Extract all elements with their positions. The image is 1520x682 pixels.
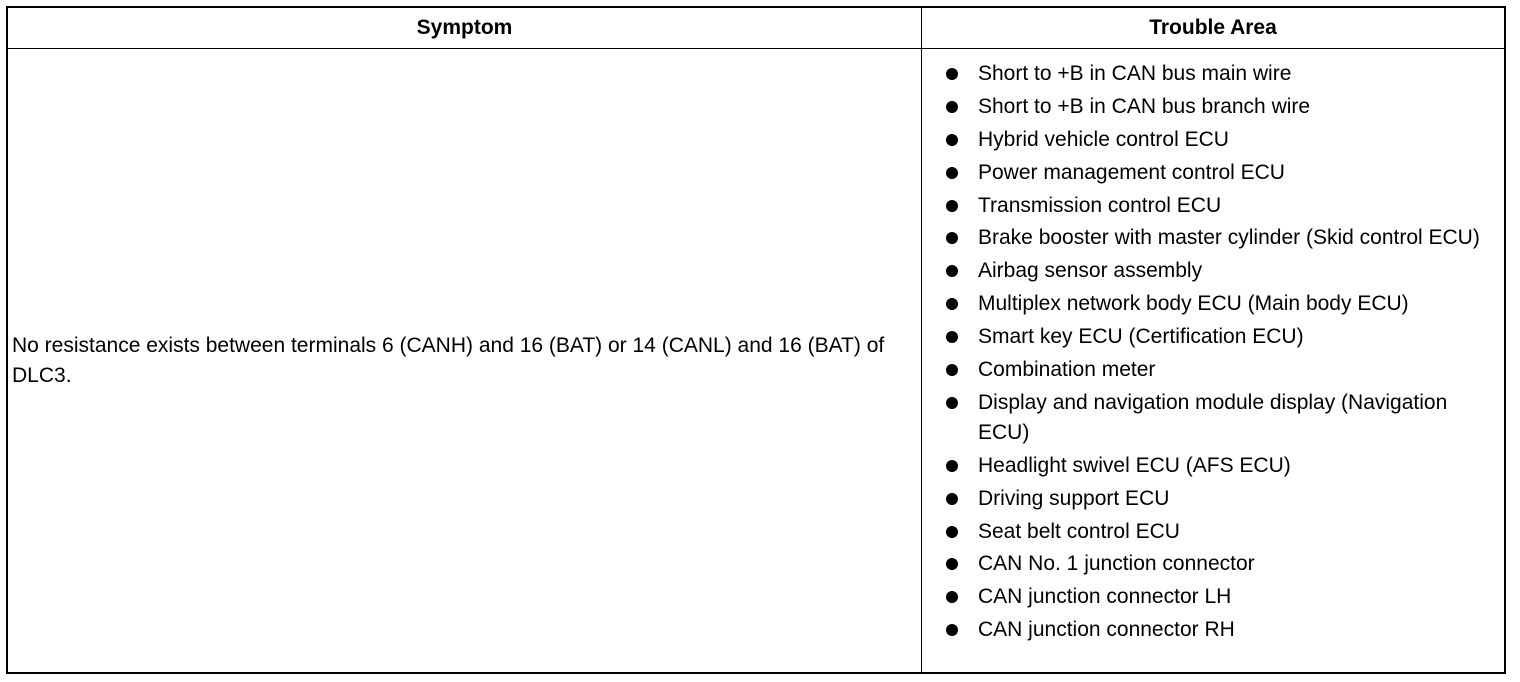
bullet-icon [946,460,958,472]
trouble-area-item-text: Combination meter [978,358,1156,382]
trouble-area-item-text: CAN junction connector RH [978,618,1235,642]
trouble-area-item-text: Transmission control ECU [978,193,1222,217]
bullet-icon [946,624,958,636]
trouble-area-item-text: Display and navigation module display (Navigation ECU) [978,390,1448,444]
header-row [8,8,1504,49]
list-item [946,582,1494,612]
list-item [946,355,1494,385]
trouble-area-item-text: Short to +B in CAN bus main wire [978,62,1292,85]
bullet-icon [946,200,958,212]
bullet-icon [946,167,958,179]
trouble-area-item-text: Smart key ECU (Certification ECU) [978,325,1304,349]
trouble-area-item-text: Short to +B in CAN bus branch wire [978,94,1311,118]
trouble-area-header: Trouble Area [922,8,1505,49]
trouble-area-cell [922,49,1505,673]
bullet-icon [946,232,958,244]
list-item [946,59,1494,89]
list-item [946,388,1494,448]
list-item [946,549,1494,579]
bullet-icon [946,493,958,505]
bullet-icon [946,68,958,80]
list-item [946,223,1494,253]
trouble-area-item-text: Seat belt control ECU [978,519,1180,543]
bullet-icon [946,265,958,277]
list-item [946,256,1494,286]
list-item [946,125,1494,155]
trouble-table [6,6,1506,674]
trouble-area-item-text: CAN No. 1 junction connector [978,552,1255,576]
bullet-icon [946,364,958,376]
trouble-area-item-text: Hybrid vehicle control ECU [978,127,1229,151]
bullet-icon [946,134,958,146]
trouble-area-item-text: Driving support ECU [978,486,1170,510]
list-item [946,289,1494,319]
list-item [946,191,1494,221]
trouble-table-grid [8,8,1504,672]
bullet-icon [946,397,958,409]
symptom-cell: No resistance exists between terminals 6 (CANH) and 16 (BAT) or 14 (CANL) and 16 (BAT) of DLC3. [8,49,922,673]
bullet-icon [946,591,958,603]
bullet-icon [946,298,958,310]
list-item [946,517,1494,547]
trouble-area-item-text: CAN junction connector LH [978,585,1232,609]
trouble-area-item-text: Brake booster with master cylinder (Skid control ECU) [978,226,1480,250]
trouble-area-list [946,59,1494,645]
list-item [946,322,1494,352]
bullet-icon [946,558,958,570]
list-item [946,158,1494,188]
list-item [946,92,1494,122]
trouble-area-item-text: Multiplex network body ECU (Main body ECU) [978,292,1409,316]
trouble-area-item-text: Airbag sensor assembly [978,259,1203,283]
bullet-icon [946,101,958,113]
trouble-area-item-text: Headlight swivel ECU (AFS ECU) [978,453,1291,477]
bullet-icon [946,331,958,343]
symptom-header: Symptom [8,8,922,49]
table-row [8,49,1504,673]
bullet-icon [946,526,958,538]
list-item [946,451,1494,481]
list-item [946,484,1494,514]
trouble-area-item-text: Power management control ECU [978,160,1285,184]
list-item [946,615,1494,645]
